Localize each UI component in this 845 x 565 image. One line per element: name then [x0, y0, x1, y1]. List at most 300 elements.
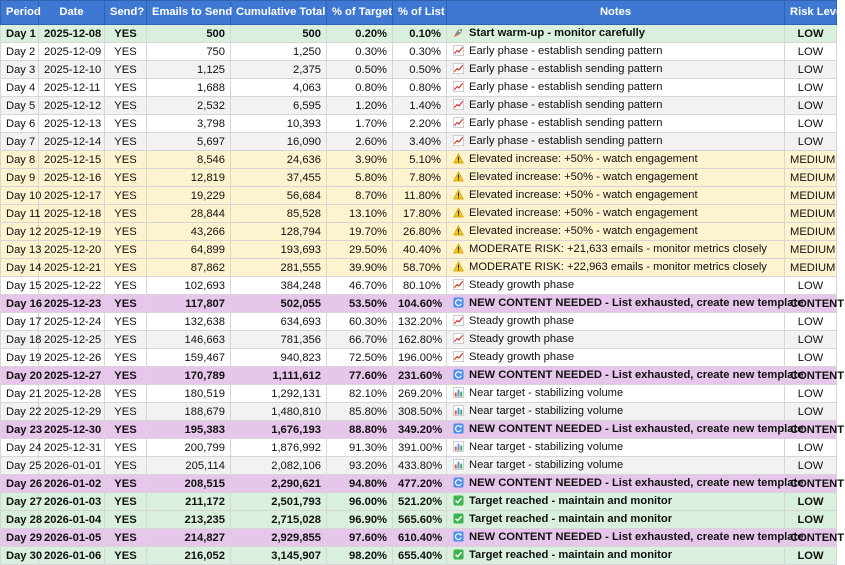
- cell-risk-level[interactable]: LOW: [785, 61, 837, 79]
- cell-emails-to-send[interactable]: 1,688: [147, 79, 231, 97]
- cell-pct-target[interactable]: 0.50%: [327, 61, 393, 79]
- cell-period[interactable]: Day 6: [1, 115, 39, 133]
- cell-risk-level[interactable]: CONTENT: [785, 529, 837, 547]
- cell-pct-target[interactable]: 98.20%: [327, 547, 393, 565]
- cell-send[interactable]: YES: [105, 79, 147, 97]
- cell-period[interactable]: Day 5: [1, 97, 39, 115]
- cell-send[interactable]: YES: [105, 493, 147, 511]
- cell-emails-to-send[interactable]: 3,798: [147, 115, 231, 133]
- cell-notes[interactable]: [447, 43, 785, 61]
- cell-emails-to-send[interactable]: 214,827: [147, 529, 231, 547]
- cell-pct-list[interactable]: 655.40%: [393, 547, 447, 565]
- cell-notes[interactable]: [447, 331, 785, 349]
- cell-notes[interactable]: [447, 223, 785, 241]
- cell-cumulative-total[interactable]: 2,375: [231, 61, 327, 79]
- cell-date[interactable]: 2026-01-02: [39, 475, 105, 493]
- cell-date[interactable]: 2025-12-08: [39, 25, 105, 43]
- cell-risk-level[interactable]: LOW: [785, 511, 837, 529]
- cell-date[interactable]: 2025-12-24: [39, 313, 105, 331]
- cell-pct-list[interactable]: 17.80%: [393, 205, 447, 223]
- cell-emails-to-send[interactable]: 12,819: [147, 169, 231, 187]
- cell-pct-list[interactable]: 0.30%: [393, 43, 447, 61]
- cell-risk-level[interactable]: LOW: [785, 115, 837, 133]
- cell-cumulative-total[interactable]: 193,693: [231, 241, 327, 259]
- cell-emails-to-send[interactable]: 64,899: [147, 241, 231, 259]
- cell-period[interactable]: Day 29: [1, 529, 39, 547]
- cell-date[interactable]: 2025-12-31: [39, 439, 105, 457]
- cell-risk-level[interactable]: LOW: [785, 457, 837, 475]
- cell-pct-target[interactable]: 3.90%: [327, 151, 393, 169]
- cell-pct-target[interactable]: 77.60%: [327, 367, 393, 385]
- cell-risk-level[interactable]: LOW: [785, 313, 837, 331]
- cell-pct-list[interactable]: 308.50%: [393, 403, 447, 421]
- cell-cumulative-total[interactable]: 1,111,612: [231, 367, 327, 385]
- cell-pct-target[interactable]: 2.60%: [327, 133, 393, 151]
- cell-date[interactable]: 2025-12-19: [39, 223, 105, 241]
- cell-date[interactable]: 2025-12-20: [39, 241, 105, 259]
- cell-date[interactable]: 2025-12-28: [39, 385, 105, 403]
- cell-send[interactable]: YES: [105, 133, 147, 151]
- cell-notes[interactable]: [447, 457, 785, 475]
- cell-pct-list[interactable]: 80.10%: [393, 277, 447, 295]
- cell-date[interactable]: 2025-12-17: [39, 187, 105, 205]
- cell-cumulative-total[interactable]: 384,248: [231, 277, 327, 295]
- cell-pct-target[interactable]: 13.10%: [327, 205, 393, 223]
- cell-pct-list[interactable]: 196.00%: [393, 349, 447, 367]
- cell-cumulative-total[interactable]: 781,356: [231, 331, 327, 349]
- cell-notes[interactable]: [447, 295, 804, 313]
- cell-cumulative-total[interactable]: 6,595: [231, 97, 327, 115]
- cell-date[interactable]: 2025-12-18: [39, 205, 105, 223]
- cell-risk-level[interactable]: LOW: [785, 133, 837, 151]
- cell-date[interactable]: 2025-12-15: [39, 151, 105, 169]
- cell-period[interactable]: Day 17: [1, 313, 39, 331]
- cell-emails-to-send[interactable]: 208,515: [147, 475, 231, 493]
- cell-risk-level[interactable]: LOW: [785, 403, 837, 421]
- cell-send[interactable]: YES: [105, 295, 147, 313]
- cell-pct-target[interactable]: 60.30%: [327, 313, 393, 331]
- cell-pct-target[interactable]: 91.30%: [327, 439, 393, 457]
- cell-risk-level[interactable]: LOW: [785, 385, 837, 403]
- cell-risk-level[interactable]: MEDIUM: [785, 151, 837, 169]
- cell-risk-level[interactable]: CONTENT: [785, 421, 837, 439]
- cell-period[interactable]: Day 25: [1, 457, 39, 475]
- cell-pct-list[interactable]: 40.40%: [393, 241, 447, 259]
- cell-pct-target[interactable]: 88.80%: [327, 421, 393, 439]
- cell-notes[interactable]: [447, 169, 785, 187]
- cell-pct-target[interactable]: 1.70%: [327, 115, 393, 133]
- cell-emails-to-send[interactable]: 87,862: [147, 259, 231, 277]
- cell-period[interactable]: Day 26: [1, 475, 39, 493]
- cell-send[interactable]: YES: [105, 511, 147, 529]
- warning-icon: [452, 170, 465, 186]
- cell-emails-to-send[interactable]: 132,638: [147, 313, 231, 331]
- cell-send[interactable]: YES: [105, 151, 147, 169]
- cell-cumulative-total[interactable]: 3,145,907: [231, 547, 327, 565]
- cell-period[interactable]: Day 2: [1, 43, 39, 61]
- cell-emails-to-send[interactable]: 2,532: [147, 97, 231, 115]
- cell-period[interactable]: Day 4: [1, 79, 39, 97]
- cell-pct-target[interactable]: 39.90%: [327, 259, 393, 277]
- cell-date[interactable]: 2025-12-25: [39, 331, 105, 349]
- cell-cumulative-total[interactable]: 281,555: [231, 259, 327, 277]
- cell-pct-list[interactable]: 7.80%: [393, 169, 447, 187]
- cell-pct-target[interactable]: 72.50%: [327, 349, 393, 367]
- cell-emails-to-send[interactable]: 19,229: [147, 187, 231, 205]
- cell-cumulative-total[interactable]: 1,292,131: [231, 385, 327, 403]
- cell-send[interactable]: YES: [105, 241, 147, 259]
- cell-date[interactable]: 2025-12-09: [39, 43, 105, 61]
- cell-period[interactable]: Day 21: [1, 385, 39, 403]
- cell-period[interactable]: Day 24: [1, 439, 39, 457]
- cell-pct-target[interactable]: 1.20%: [327, 97, 393, 115]
- cell-date[interactable]: 2025-12-26: [39, 349, 105, 367]
- cell-send[interactable]: YES: [105, 547, 147, 565]
- cell-notes[interactable]: [447, 187, 785, 205]
- cell-pct-list[interactable]: 391.00%: [393, 439, 447, 457]
- cell-pct-list[interactable]: 0.10%: [393, 25, 447, 43]
- header-date[interactable]: Date: [39, 1, 105, 25]
- cell-notes[interactable]: [447, 421, 804, 439]
- note-text: NEW CONTENT NEEDED - List exhausted, create new template: [469, 423, 804, 435]
- cell-notes[interactable]: [447, 259, 785, 277]
- note-text: Near target - stabilizing volume: [469, 405, 624, 417]
- cell-date[interactable]: 2025-12-29: [39, 403, 105, 421]
- table-row: [1, 493, 837, 511]
- cell-cumulative-total[interactable]: 1,480,810: [231, 403, 327, 421]
- cell-period[interactable]: Day 22: [1, 403, 39, 421]
- cell-send[interactable]: YES: [105, 277, 147, 295]
- cell-period[interactable]: Day 27: [1, 493, 39, 511]
- cell-cumulative-total[interactable]: 634,693: [231, 313, 327, 331]
- cell-pct-list[interactable]: 477.20%: [393, 475, 447, 493]
- cell-pct-list[interactable]: 0.50%: [393, 61, 447, 79]
- cell-notes[interactable]: [447, 367, 804, 385]
- cell-date[interactable]: 2026-01-01: [39, 457, 105, 475]
- cell-emails-to-send[interactable]: 205,114: [147, 457, 231, 475]
- cell-emails-to-send[interactable]: 180,519: [147, 385, 231, 403]
- cell-risk-level[interactable]: LOW: [785, 25, 837, 43]
- cell-cumulative-total[interactable]: 16,090: [231, 133, 327, 151]
- cell-notes[interactable]: [447, 385, 785, 403]
- cell-send[interactable]: YES: [105, 43, 147, 61]
- cell-notes[interactable]: [447, 97, 785, 115]
- cell-send[interactable]: YES: [105, 403, 147, 421]
- cell-send[interactable]: YES: [105, 25, 147, 43]
- note-text: Early phase - establish sending pattern: [469, 45, 663, 57]
- cell-emails-to-send[interactable]: 1,125: [147, 61, 231, 79]
- cell-cumulative-total[interactable]: 24,636: [231, 151, 327, 169]
- cell-cumulative-total[interactable]: 2,929,855: [231, 529, 327, 547]
- cell-emails-to-send[interactable]: 28,844: [147, 205, 231, 223]
- refresh-icon: [452, 296, 465, 312]
- cell-send[interactable]: YES: [105, 313, 147, 331]
- header-period[interactable]: Period: [1, 1, 39, 25]
- cell-cumulative-total[interactable]: 2,082,106: [231, 457, 327, 475]
- cell-pct-target[interactable]: 66.70%: [327, 331, 393, 349]
- cell-pct-target[interactable]: 19.70%: [327, 223, 393, 241]
- cell-date[interactable]: 2025-12-21: [39, 259, 105, 277]
- cell-notes[interactable]: [447, 403, 785, 421]
- cell-period[interactable]: Day 12: [1, 223, 39, 241]
- cell-pct-list[interactable]: 0.80%: [393, 79, 447, 97]
- cell-send[interactable]: YES: [105, 367, 147, 385]
- cell-notes[interactable]: [447, 475, 804, 493]
- cell-notes[interactable]: [447, 61, 785, 79]
- cell-cumulative-total[interactable]: 56,684: [231, 187, 327, 205]
- cell-emails-to-send[interactable]: 8,546: [147, 151, 231, 169]
- table-row: [1, 385, 837, 403]
- cell-pct-list[interactable]: 3.40%: [393, 133, 447, 151]
- cell-pct-target[interactable]: 96.90%: [327, 511, 393, 529]
- cell-pct-list[interactable]: 26.80%: [393, 223, 447, 241]
- cell-notes[interactable]: [447, 241, 785, 259]
- cell-period[interactable]: Day 10: [1, 187, 39, 205]
- cell-date[interactable]: 2025-12-12: [39, 97, 105, 115]
- cell-period[interactable]: Day 28: [1, 511, 39, 529]
- cell-send[interactable]: YES: [105, 439, 147, 457]
- cell-cumulative-total[interactable]: 37,455: [231, 169, 327, 187]
- cell-period[interactable]: Day 8: [1, 151, 39, 169]
- cell-date[interactable]: 2026-01-03: [39, 493, 105, 511]
- header-cumulative-total[interactable]: Cumulative Total: [231, 1, 327, 25]
- cell-date[interactable]: 2025-12-11: [39, 79, 105, 97]
- cell-period[interactable]: Day 20: [1, 367, 39, 385]
- cell-notes[interactable]: [447, 511, 785, 529]
- cell-notes[interactable]: [447, 493, 785, 511]
- cell-period[interactable]: Day 3: [1, 61, 39, 79]
- trend-up-icon: [452, 350, 465, 366]
- table-row: [1, 331, 837, 349]
- cell-risk-level[interactable]: LOW: [785, 277, 837, 295]
- table-row: [1, 475, 837, 493]
- refresh-icon: [452, 476, 465, 492]
- cell-period[interactable]: Day 16: [1, 295, 39, 313]
- cell-risk-level[interactable]: LOW: [785, 331, 837, 349]
- cell-risk-level[interactable]: MEDIUM: [785, 169, 837, 187]
- cell-send[interactable]: YES: [105, 475, 147, 493]
- header-emails-to-send[interactable]: Emails to Send: [147, 1, 231, 25]
- cell-notes[interactable]: [447, 79, 785, 97]
- note-text: NEW CONTENT NEEDED - List exhausted, create new template: [469, 477, 804, 489]
- cell-pct-target[interactable]: 5.80%: [327, 169, 393, 187]
- cell-pct-list[interactable]: 1.40%: [393, 97, 447, 115]
- cell-pct-list[interactable]: 433.80%: [393, 457, 447, 475]
- cell-risk-level[interactable]: LOW: [785, 349, 837, 367]
- cell-risk-level[interactable]: MEDIUM: [785, 223, 837, 241]
- cell-send[interactable]: YES: [105, 115, 147, 133]
- cell-date[interactable]: 2025-12-14: [39, 133, 105, 151]
- cell-send[interactable]: YES: [105, 205, 147, 223]
- cell-pct-target[interactable]: 85.80%: [327, 403, 393, 421]
- cell-pct-target[interactable]: 46.70%: [327, 277, 393, 295]
- cell-date[interactable]: 2026-01-05: [39, 529, 105, 547]
- refresh-icon: [452, 422, 465, 438]
- cell-notes[interactable]: [447, 25, 785, 43]
- cell-period[interactable]: Day 19: [1, 349, 39, 367]
- cell-risk-level[interactable]: CONTENT: [785, 367, 837, 385]
- cell-cumulative-total[interactable]: 502,055: [231, 295, 327, 313]
- cell-date[interactable]: 2025-12-16: [39, 169, 105, 187]
- cell-emails-to-send[interactable]: 500: [147, 25, 231, 43]
- cell-emails-to-send[interactable]: 146,663: [147, 331, 231, 349]
- cell-emails-to-send[interactable]: 213,235: [147, 511, 231, 529]
- cell-send[interactable]: YES: [105, 169, 147, 187]
- cell-emails-to-send[interactable]: 117,807: [147, 295, 231, 313]
- cell-emails-to-send[interactable]: 43,266: [147, 223, 231, 241]
- cell-notes[interactable]: [447, 529, 804, 547]
- cell-send[interactable]: YES: [105, 223, 147, 241]
- note-text: Steady growth phase: [469, 351, 575, 363]
- cell-cumulative-total[interactable]: 10,393: [231, 115, 327, 133]
- cell-cumulative-total[interactable]: 4,063: [231, 79, 327, 97]
- cell-pct-list[interactable]: 58.70%: [393, 259, 447, 277]
- cell-risk-level[interactable]: LOW: [785, 79, 837, 97]
- cell-date[interactable]: 2025-12-13: [39, 115, 105, 133]
- header-send[interactable]: Send?: [105, 1, 147, 25]
- cell-cumulative-total[interactable]: 128,794: [231, 223, 327, 241]
- cell-risk-level[interactable]: MEDIUM: [785, 205, 837, 223]
- cell-pct-list[interactable]: 565.60%: [393, 511, 447, 529]
- cell-pct-list[interactable]: 269.20%: [393, 385, 447, 403]
- cell-pct-list[interactable]: 610.40%: [393, 529, 447, 547]
- cell-emails-to-send[interactable]: 159,467: [147, 349, 231, 367]
- cell-notes[interactable]: [447, 133, 785, 151]
- cell-send[interactable]: YES: [105, 259, 147, 277]
- cell-emails-to-send[interactable]: 188,679: [147, 403, 231, 421]
- cell-pct-list[interactable]: 162.80%: [393, 331, 447, 349]
- cell-pct-target[interactable]: 97.60%: [327, 529, 393, 547]
- cell-pct-target[interactable]: 0.20%: [327, 25, 393, 43]
- header-pct-list[interactable]: % of List: [393, 1, 447, 25]
- cell-pct-target[interactable]: 93.20%: [327, 457, 393, 475]
- cell-pct-list[interactable]: 349.20%: [393, 421, 447, 439]
- cell-period[interactable]: Day 13: [1, 241, 39, 259]
- cell-cumulative-total[interactable]: 500: [231, 25, 327, 43]
- check-icon: [452, 512, 465, 528]
- cell-period[interactable]: Day 18: [1, 331, 39, 349]
- cell-pct-target[interactable]: 0.30%: [327, 43, 393, 61]
- cell-notes[interactable]: [447, 547, 785, 565]
- header-risk-level[interactable]: Risk Level: [785, 1, 837, 25]
- cell-cumulative-total[interactable]: 2,715,028: [231, 511, 327, 529]
- cell-emails-to-send[interactable]: 170,789: [147, 367, 231, 385]
- cell-cumulative-total[interactable]: 2,501,793: [231, 493, 327, 511]
- cell-period[interactable]: Day 7: [1, 133, 39, 151]
- cell-pct-target[interactable]: 94.80%: [327, 475, 393, 493]
- cell-cumulative-total[interactable]: 1,876,992: [231, 439, 327, 457]
- cell-pct-list[interactable]: 132.20%: [393, 313, 447, 331]
- cell-emails-to-send[interactable]: 195,383: [147, 421, 231, 439]
- cell-emails-to-send[interactable]: 211,172: [147, 493, 231, 511]
- cell-risk-level[interactable]: LOW: [785, 97, 837, 115]
- cell-period[interactable]: Day 15: [1, 277, 39, 295]
- cell-period[interactable]: Day 30: [1, 547, 39, 565]
- cell-send[interactable]: YES: [105, 331, 147, 349]
- cell-risk-level[interactable]: MEDIUM: [785, 259, 837, 277]
- trend-up-icon: [452, 62, 465, 78]
- cell-pct-target[interactable]: 8.70%: [327, 187, 393, 205]
- note-text: Target reached - maintain and monitor: [469, 513, 673, 525]
- cell-risk-level[interactable]: LOW: [785, 493, 837, 511]
- cell-send[interactable]: YES: [105, 61, 147, 79]
- cell-risk-level[interactable]: MEDIUM: [785, 187, 837, 205]
- cell-pct-list[interactable]: 5.10%: [393, 151, 447, 169]
- cell-cumulative-total[interactable]: 1,676,193: [231, 421, 327, 439]
- cell-risk-level[interactable]: MEDIUM: [785, 241, 837, 259]
- cell-date[interactable]: 2025-12-22: [39, 277, 105, 295]
- cell-emails-to-send[interactable]: 750: [147, 43, 231, 61]
- cell-date[interactable]: 2025-12-27: [39, 367, 105, 385]
- cell-cumulative-total[interactable]: 940,823: [231, 349, 327, 367]
- cell-risk-level[interactable]: LOW: [785, 439, 837, 457]
- cell-cumulative-total[interactable]: 1,250: [231, 43, 327, 61]
- cell-send[interactable]: YES: [105, 97, 147, 115]
- cell-pct-list[interactable]: 104.60%: [393, 295, 447, 313]
- cell-send[interactable]: YES: [105, 349, 147, 367]
- cell-pct-list[interactable]: 231.60%: [393, 367, 447, 385]
- cell-notes[interactable]: [447, 313, 785, 331]
- cell-cumulative-total[interactable]: 85,528: [231, 205, 327, 223]
- cell-date[interactable]: 2026-01-04: [39, 511, 105, 529]
- cell-pct-target[interactable]: 53.50%: [327, 295, 393, 313]
- cell-notes[interactable]: [447, 205, 785, 223]
- note-text: Near target - stabilizing volume: [469, 387, 624, 399]
- cell-send[interactable]: YES: [105, 457, 147, 475]
- cell-emails-to-send[interactable]: 216,052: [147, 547, 231, 565]
- cell-pct-target[interactable]: 82.10%: [327, 385, 393, 403]
- cell-period[interactable]: Day 11: [1, 205, 39, 223]
- cell-notes[interactable]: [447, 277, 785, 295]
- cell-risk-level[interactable]: LOW: [785, 547, 837, 565]
- cell-date[interactable]: 2026-01-06: [39, 547, 105, 565]
- cell-send[interactable]: YES: [105, 421, 147, 439]
- cell-date[interactable]: 2025-12-30: [39, 421, 105, 439]
- cell-emails-to-send[interactable]: 200,799: [147, 439, 231, 457]
- cell-send[interactable]: YES: [105, 385, 147, 403]
- cell-notes[interactable]: [447, 115, 785, 133]
- cell-pct-target[interactable]: 0.80%: [327, 79, 393, 97]
- cell-pct-list[interactable]: 521.20%: [393, 493, 447, 511]
- cell-period[interactable]: Day 1: [1, 25, 39, 43]
- cell-cumulative-total[interactable]: 2,290,621: [231, 475, 327, 493]
- cell-risk-level[interactable]: CONTENT: [785, 295, 837, 313]
- cell-date[interactable]: 2025-12-23: [39, 295, 105, 313]
- header-pct-target[interactable]: % of Target: [327, 1, 393, 25]
- cell-notes[interactable]: [447, 151, 785, 169]
- cell-send[interactable]: YES: [105, 187, 147, 205]
- warning-icon: [452, 260, 465, 276]
- cell-pct-target[interactable]: 96.00%: [327, 493, 393, 511]
- table-row: [1, 421, 837, 439]
- warning-icon: [452, 206, 465, 222]
- cell-risk-level[interactable]: CONTENT: [785, 475, 837, 493]
- cell-date[interactable]: 2025-12-10: [39, 61, 105, 79]
- cell-emails-to-send[interactable]: 5,697: [147, 133, 231, 151]
- header-notes[interactable]: Notes: [447, 1, 785, 25]
- cell-risk-level[interactable]: LOW: [785, 43, 837, 61]
- cell-period[interactable]: Day 9: [1, 169, 39, 187]
- cell-send[interactable]: YES: [105, 529, 147, 547]
- cell-pct-list[interactable]: 11.80%: [393, 187, 447, 205]
- cell-period[interactable]: Day 23: [1, 421, 39, 439]
- cell-pct-target[interactable]: 29.50%: [327, 241, 393, 259]
- cell-notes[interactable]: [447, 349, 785, 367]
- cell-emails-to-send[interactable]: 102,693: [147, 277, 231, 295]
- cell-period[interactable]: Day 14: [1, 259, 39, 277]
- cell-pct-list[interactable]: 2.20%: [393, 115, 447, 133]
- cell-notes[interactable]: [447, 439, 785, 457]
